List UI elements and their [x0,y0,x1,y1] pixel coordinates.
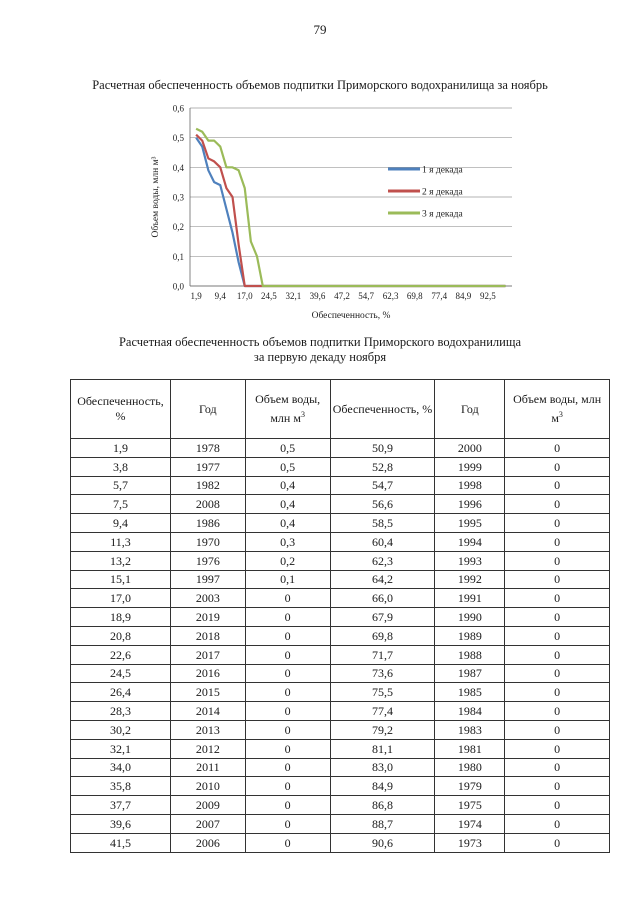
x-axis-label: Обеспеченность, % [311,311,391,321]
table-cell: 2000 [435,439,505,458]
table-cell: 1981 [435,739,505,758]
table-row [71,645,610,664]
table-cell: 0,5 [245,457,330,476]
table-cell: 20,8 [71,626,171,645]
table-cell: 22,6 [71,645,171,664]
table-cell: 0,5 [245,439,330,458]
table-cell: 1980 [435,758,505,777]
table-cell: 60,4 [330,532,435,551]
table-cell: 50,9 [330,439,435,458]
legend-label-2: 2 я декада [422,187,463,198]
table-cell: 62,3 [330,551,435,570]
table-cell: 0 [245,626,330,645]
table-cell: 0,4 [245,495,330,514]
table-cell: 79,2 [330,720,435,739]
line-chart [140,96,540,326]
y-tick-label: 0,1 [172,251,184,262]
table-cell: 0 [505,608,610,627]
table-cell: 35,8 [71,777,171,796]
table-cell: 58,5 [330,514,435,533]
table-cell: 1999 [435,457,505,476]
x-tick-label: 77,4 [431,291,448,301]
table-row [71,702,610,721]
table-cell: 1991 [435,589,505,608]
table-row [71,570,610,589]
table-cell: 2009 [170,796,245,815]
table-row [71,439,610,458]
table-cell: 0 [245,720,330,739]
table-cell: 0 [505,720,610,739]
table-cell: 1975 [435,796,505,815]
table-cell: 9,4 [71,514,171,533]
table-cell: 84,9 [330,777,435,796]
table-cell: 1984 [435,702,505,721]
table-cell: 0,1 [245,570,330,589]
table-cell: 1989 [435,626,505,645]
series-line-3 [196,129,505,286]
table-cell: 1974 [435,814,505,833]
x-tick-label: 47,2 [334,291,350,301]
table-cell: 2014 [170,702,245,721]
table-cell: 13,2 [71,551,171,570]
table-cell: 41,5 [71,833,171,852]
table-cell: 2008 [170,495,245,514]
table-cell: 0 [245,833,330,852]
header-year-1: Год [170,380,245,439]
table-cell: 1995 [435,514,505,533]
table-cell: 1997 [170,570,245,589]
table-cell: 0 [505,702,610,721]
table-row [71,683,610,702]
table-cell: 1987 [435,664,505,683]
table-cell: 88,7 [330,814,435,833]
table-cell: 0 [505,476,610,495]
table-row [71,777,610,796]
table-cell: 0 [245,739,330,758]
table-cell: 2019 [170,608,245,627]
y-tick-label: 0,0 [172,281,184,292]
legend-label-3: 3 я декада [422,209,463,220]
table-cell: 30,2 [71,720,171,739]
x-tick-label: 92,5 [479,291,496,301]
table-cell: 37,7 [71,796,171,815]
table-cell: 1994 [435,532,505,551]
table-cell: 28,3 [71,702,171,721]
table-cell: 1,9 [71,439,171,458]
x-tick-label: 24,5 [261,291,277,301]
table-cell: 3,8 [71,457,171,476]
x-tick-label: 17,0 [236,291,253,301]
table-cell: 54,7 [330,476,435,495]
table-cell: 83,0 [330,758,435,777]
table-cell: 39,6 [71,814,171,833]
table-cell: 1979 [435,777,505,796]
table-cell: 0 [505,551,610,570]
table-row [71,551,610,570]
y-tick-label: 0,6 [172,103,184,114]
x-tick-label: 54,7 [358,291,375,301]
x-tick-label: 9,4 [214,291,226,301]
table-cell: 32,1 [71,739,171,758]
table-cell: 1976 [170,551,245,570]
table-cell: 2018 [170,626,245,645]
header-provision-1: Обеспеченность, % [71,380,171,439]
table-cell: 1982 [170,476,245,495]
table-cell: 0 [245,608,330,627]
table-cell: 1993 [435,551,505,570]
table-cell: 0,4 [245,476,330,495]
table-cell: 69,8 [330,626,435,645]
table-cell: 0 [505,570,610,589]
x-tick-label: 1,9 [190,291,202,301]
table-cell: 64,2 [330,570,435,589]
table-cell: 2013 [170,720,245,739]
table-cell: 67,9 [330,608,435,627]
table-cell: 1983 [435,720,505,739]
table-cell: 0 [505,739,610,758]
table-cell: 0 [505,439,610,458]
table-cell: 2006 [170,833,245,852]
table-cell: 66,0 [330,589,435,608]
table-cell: 1988 [435,645,505,664]
table-cell: 0 [505,645,610,664]
header-provision-2: Обеспеченность, % [330,380,435,439]
table-cell: 1977 [170,457,245,476]
table-cell: 0 [245,702,330,721]
y-tick-label: 0,5 [172,133,184,144]
table-cell: 0 [505,589,610,608]
table-cell: 0 [505,758,610,777]
table-cell: 2016 [170,664,245,683]
table-row [71,796,610,815]
table-row [71,476,610,495]
table-cell: 1986 [170,514,245,533]
table-cell: 1996 [435,495,505,514]
table-cell: 0,2 [245,551,330,570]
table-cell: 0,4 [245,514,330,533]
data-table [70,379,610,853]
table-cell: 90,6 [330,833,435,852]
table-cell: 5,7 [71,476,171,495]
y-tick-label: 0,3 [172,192,184,203]
table-cell: 0 [245,796,330,815]
table-row [71,833,610,852]
table-cell: 0 [245,589,330,608]
table-cell: 86,8 [330,796,435,815]
y-tick-label: 0,4 [172,162,184,173]
table-cell: 15,1 [71,570,171,589]
table-cell: 73,6 [330,664,435,683]
table-cell: 75,5 [330,683,435,702]
table-cell: 56,6 [330,495,435,514]
x-tick-label: 84,9 [455,291,472,301]
table-row [71,532,610,551]
chart-title: Расчетная обеспеченность объемов подпитки Приморского водохранилища за ноябрь [92,78,548,92]
table-row [71,814,610,833]
table-header-row [71,380,610,439]
table-cell: 0 [245,777,330,796]
table-cell: 71,7 [330,645,435,664]
x-tick-label: 69,8 [406,291,423,301]
table-row [71,589,610,608]
table-row [71,608,610,627]
table-row [71,514,610,533]
table-title-line2: за первую декаду ноября [253,350,387,364]
table-cell: 1978 [170,439,245,458]
table-cell: 0 [505,777,610,796]
table-cell: 2003 [170,589,245,608]
table-cell: 2010 [170,777,245,796]
table-cell: 0 [245,664,330,683]
table-cell: 0 [245,758,330,777]
table-row [71,664,610,683]
table-row [71,739,610,758]
table-cell: 2007 [170,814,245,833]
legend-label-1: 1 я декада [422,165,463,176]
table-cell: 77,4 [330,702,435,721]
table-cell: 11,3 [71,532,171,551]
table-cell: 0 [245,814,330,833]
table-row [71,720,610,739]
table-cell: 0 [245,645,330,664]
table-cell: 2015 [170,683,245,702]
table-cell: 1992 [435,570,505,589]
x-tick-label: 62,3 [382,291,399,301]
table-cell: 34,0 [71,758,171,777]
table-row [71,626,610,645]
y-axis-label: Объем воды, млн м³ [151,156,161,238]
table-title [0,335,640,365]
x-tick-label: 39,6 [309,291,326,301]
table-cell: 0 [505,495,610,514]
table-cell: 0 [505,457,610,476]
table-cell: 2017 [170,645,245,664]
table-cell: 0,3 [245,532,330,551]
y-tick-label: 0,2 [172,222,184,233]
header-volume-1: Объем воды, млн $м^3$ [245,380,330,439]
table-cell: 0 [505,626,610,645]
table-cell: 2012 [170,739,245,758]
table-cell: 0 [505,514,610,533]
table-cell: 24,5 [71,664,171,683]
table-cell: 17,0 [71,589,171,608]
table-cell: 1985 [435,683,505,702]
table-cell: 0 [505,796,610,815]
table-cell: 26,4 [71,683,171,702]
table-cell: 7,5 [71,495,171,514]
table-cell: 2011 [170,758,245,777]
table-cell: 0 [505,664,610,683]
table-cell: 0 [245,683,330,702]
table-row [71,758,610,777]
table-cell: 0 [505,814,610,833]
table-cell: 1998 [435,476,505,495]
table-title-line1: Расчетная обеспеченность объемов подпитки Приморского водохранилища [118,335,522,349]
page-number: 79 [313,22,327,37]
table-cell: 52,8 [330,457,435,476]
table-cell: 0 [505,683,610,702]
table-row [71,457,610,476]
header-volume-2: Объем воды, млн $м^3$ [505,380,610,439]
table-row [71,495,610,514]
table-cell: 1973 [435,833,505,852]
table-cell: 1970 [170,532,245,551]
table-cell: 1990 [435,608,505,627]
table-cell: 18,9 [71,608,171,627]
table-cell: 0 [505,532,610,551]
header-year-2: Год [435,380,505,439]
x-tick-label: 32,1 [285,291,302,301]
table-cell: 81,1 [330,739,435,758]
table-cell: 0 [505,833,610,852]
